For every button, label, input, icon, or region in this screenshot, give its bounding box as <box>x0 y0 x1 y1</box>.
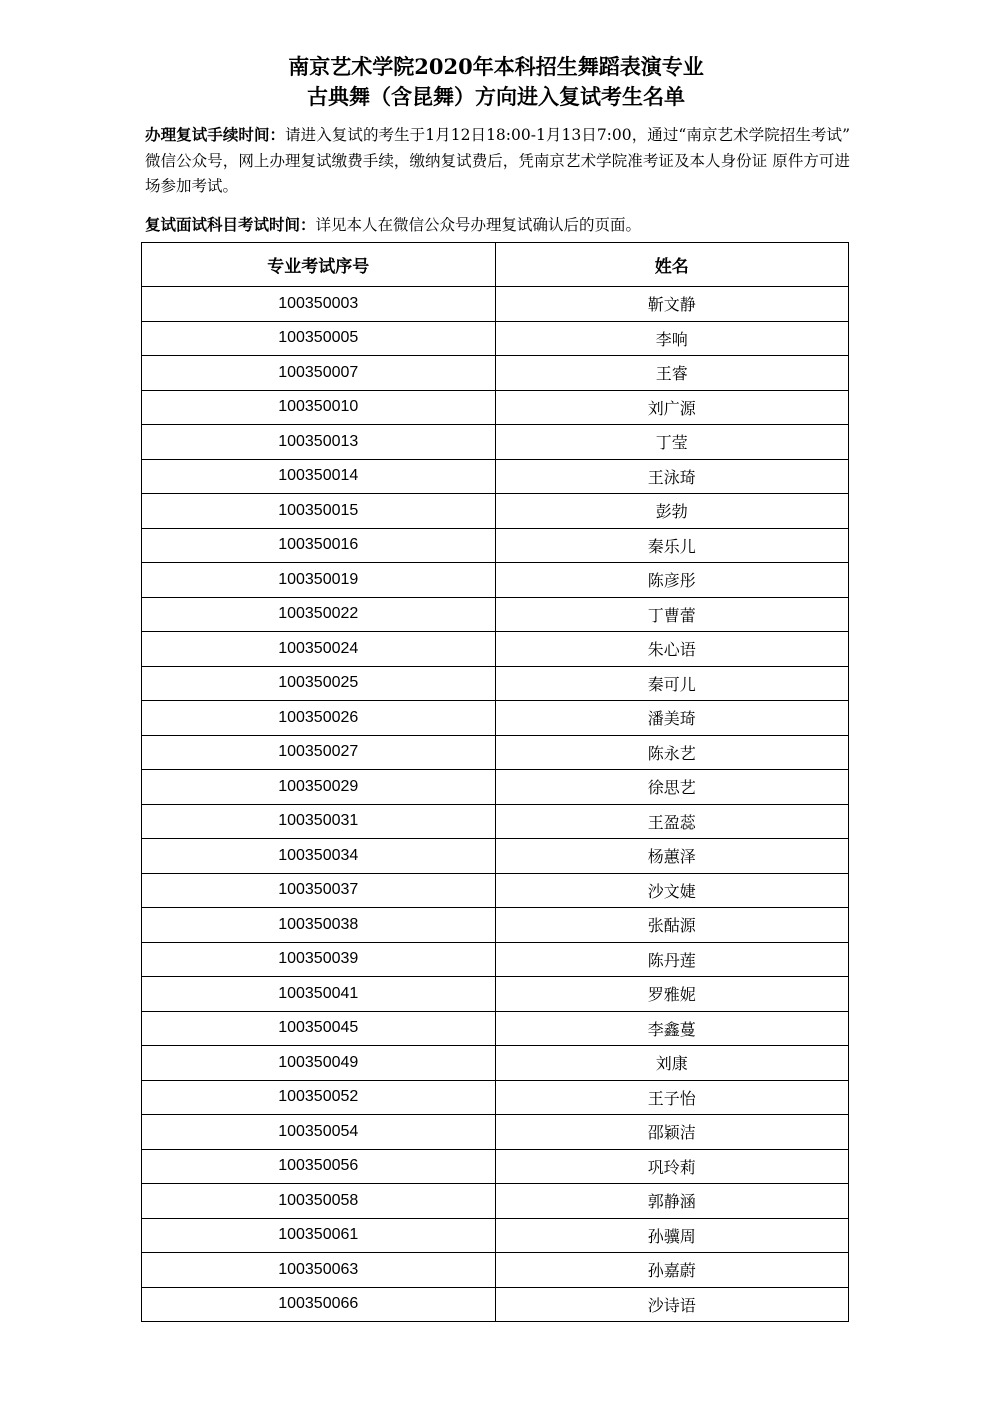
candidate-name-cell: 巩玲莉 <box>495 1149 849 1184</box>
candidate-name-cell: 孙嘉蔚 <box>495 1253 849 1288</box>
exam-number-cell: 100350034 <box>142 839 496 874</box>
table-row <box>142 1011 849 1046</box>
candidate-name-cell: 靳文静 <box>495 287 849 322</box>
candidate-name-cell: 王子怡 <box>495 1080 849 1115</box>
candidate-name-cell: 沙诗语 <box>495 1287 849 1322</box>
table-row <box>142 1046 849 1081</box>
candidate-name-cell: 杨蕙泽 <box>495 839 849 874</box>
table-row <box>142 1115 849 1150</box>
candidate-name-cell: 刘康 <box>495 1046 849 1081</box>
candidate-name-cell: 王盈蕊 <box>495 804 849 839</box>
exam-number-cell: 100350015 <box>142 494 496 529</box>
exam-number-cell: 100350022 <box>142 597 496 632</box>
candidate-name-cell: 秦可儿 <box>495 666 849 701</box>
exam-number-cell: 100350007 <box>142 356 496 391</box>
table-row <box>142 1184 849 1219</box>
table-row <box>142 563 849 598</box>
candidate-name-cell: 刘广源 <box>495 390 849 425</box>
exam-number-cell: 100350056 <box>142 1149 496 1184</box>
table-row <box>142 459 849 494</box>
candidate-name-cell: 孙骥周 <box>495 1218 849 1253</box>
table-row <box>142 1149 849 1184</box>
exam-number-cell: 100350061 <box>142 1218 496 1253</box>
table-row <box>142 1253 849 1288</box>
exam-number-cell: 100350041 <box>142 977 496 1012</box>
candidate-name-cell: 陈彦彤 <box>495 563 849 598</box>
registration-notice <box>145 122 850 200</box>
exam-number-cell: 100350039 <box>142 942 496 977</box>
exam-number-cell: 100350054 <box>142 1115 496 1150</box>
table-row <box>142 1218 849 1253</box>
registration-notice-text: 请进入复试的考生于1月12日18:00-1月13日7:00，通过“南京艺术学院招生考试” 微信公众号，网上办理复试缴费手续，缴纳复试费后，凭南京艺术学院准考证及本人身份证 原件方可进场参加考试。 <box>145 126 850 195</box>
exam-time-notice-text: 详见本人在微信公众号办理复试确认后的页面。 <box>315 216 642 234</box>
exam-number-cell: 100350038 <box>142 908 496 943</box>
table-row <box>142 770 849 805</box>
exam-number-cell: 100350058 <box>142 1184 496 1219</box>
exam-number-cell: 100350010 <box>142 390 496 425</box>
exam-number-cell: 100350029 <box>142 770 496 805</box>
exam-number-cell: 100350031 <box>142 804 496 839</box>
candidate-name-cell: 罗雅妮 <box>495 977 849 1012</box>
table-row <box>142 666 849 701</box>
candidate-name-cell: 彭勃 <box>495 494 849 529</box>
table-row <box>142 1287 849 1322</box>
table-row <box>142 1080 849 1115</box>
exam-number-cell: 100350025 <box>142 666 496 701</box>
candidate-name-cell: 王泳琦 <box>495 459 849 494</box>
exam-number-cell: 100350052 <box>142 1080 496 1115</box>
candidate-name-cell: 李鑫蔓 <box>495 1011 849 1046</box>
candidate-name-cell: 徐思艺 <box>495 770 849 805</box>
table-row <box>142 597 849 632</box>
table-row <box>142 356 849 391</box>
exam-number-cell: 100350024 <box>142 632 496 667</box>
candidate-table-body <box>142 287 849 1322</box>
table-row <box>142 321 849 356</box>
table-row <box>142 287 849 322</box>
table-row <box>142 632 849 667</box>
table-row <box>142 701 849 736</box>
candidate-name-cell: 秦乐儿 <box>495 528 849 563</box>
exam-number-cell: 100350005 <box>142 321 496 356</box>
document-title-line-2: 古典舞（含昆舞）方向进入复试考生名单 <box>307 84 685 109</box>
candidate-name-cell: 李响 <box>495 321 849 356</box>
exam-number-cell: 100350003 <box>142 287 496 322</box>
exam-number-cell: 100350045 <box>142 1011 496 1046</box>
exam-number-cell: 100350037 <box>142 873 496 908</box>
table-header-row <box>142 243 849 287</box>
exam-number-cell: 100350027 <box>142 735 496 770</box>
candidate-name-cell: 朱心语 <box>495 632 849 667</box>
exam-number-cell: 100350019 <box>142 563 496 598</box>
document-title-line-1: 南京艺术学院2020年本科招生舞蹈表演专业 <box>288 54 704 79</box>
candidate-name-cell: 陈丹莲 <box>495 942 849 977</box>
candidate-name-cell: 张酤源 <box>495 908 849 943</box>
table-row <box>142 908 849 943</box>
table-row <box>142 425 849 460</box>
exam-number-cell: 100350013 <box>142 425 496 460</box>
candidate-name-cell: 丁曹蕾 <box>495 597 849 632</box>
table-row <box>142 735 849 770</box>
header-exam-number: 专业考试序号 <box>142 243 496 287</box>
candidate-table <box>141 242 849 1322</box>
table-row <box>142 839 849 874</box>
exam-number-cell: 100350063 <box>142 1253 496 1288</box>
candidate-name-cell: 潘美琦 <box>495 701 849 736</box>
table-row <box>142 942 849 977</box>
candidate-name-cell: 郭静涵 <box>495 1184 849 1219</box>
table-row <box>142 804 849 839</box>
candidate-name-cell: 陈永艺 <box>495 735 849 770</box>
exam-time-notice-label: 复试面试科目考试时间： <box>145 215 316 234</box>
candidate-name-cell: 沙文婕 <box>495 873 849 908</box>
table-row <box>142 873 849 908</box>
header-name: 姓名 <box>495 243 849 287</box>
exam-number-cell: 100350066 <box>142 1287 496 1322</box>
table-row <box>142 494 849 529</box>
candidate-name-cell: 王睿 <box>495 356 849 391</box>
exam-number-cell: 100350026 <box>142 701 496 736</box>
exam-number-cell: 100350014 <box>142 459 496 494</box>
candidate-name-cell: 丁莹 <box>495 425 849 460</box>
registration-notice-label: 办理复试手续时间： <box>145 125 286 144</box>
table-row <box>142 977 849 1012</box>
exam-number-cell: 100350016 <box>142 528 496 563</box>
table-row <box>142 390 849 425</box>
table-row <box>142 528 849 563</box>
exam-number-cell: 100350049 <box>142 1046 496 1081</box>
exam-time-notice <box>145 212 850 239</box>
candidate-name-cell: 邵颖洁 <box>495 1115 849 1150</box>
